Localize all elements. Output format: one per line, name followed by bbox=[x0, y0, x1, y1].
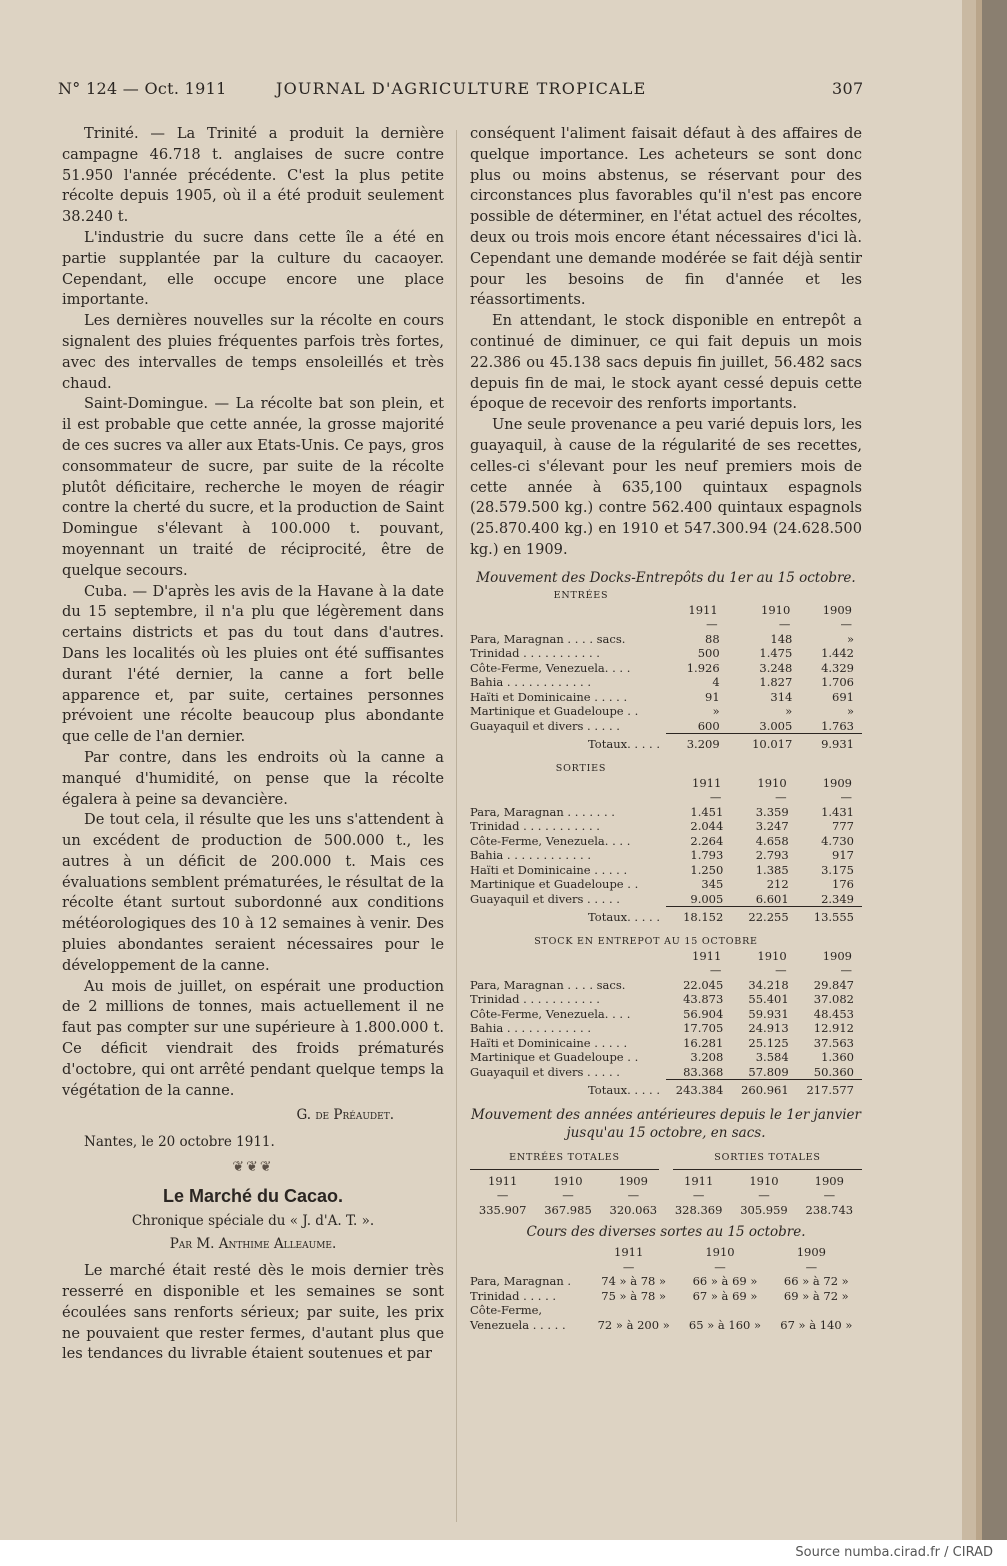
table-cell: Guayaquil et divers . . . . . bbox=[470, 718, 620, 733]
table-cell: 6.601 bbox=[731, 892, 796, 907]
table-cell: 4 bbox=[712, 675, 720, 690]
header-issue: N° 124 — Oct. 1911 bbox=[58, 79, 227, 98]
table-cell: 1.827 bbox=[759, 675, 793, 690]
table-cell: 2.793 bbox=[755, 848, 789, 863]
source-credit[interactable]: Source numba.cirad.fr / CIRAD bbox=[795, 1545, 993, 1560]
entrees-label: ENTRÉES bbox=[553, 589, 609, 601]
paragraph: L'industrie du sucre dans cette île a été en partie supplantée par la culture du cacaoyer. Cependant, elle occupe encore une place importante. bbox=[62, 228, 444, 309]
book-fore-edge bbox=[982, 0, 1007, 1540]
table-cell: 67 » à 140 » bbox=[780, 1317, 853, 1332]
table-cell: Totaux. . . . . bbox=[588, 909, 660, 924]
table-cell: 17.705 bbox=[683, 1021, 724, 1036]
table-cell: Côte-Ferme, Venezuela . . . . . bbox=[470, 1303, 566, 1332]
table-row bbox=[470, 675, 862, 690]
table-cell: — bbox=[840, 790, 852, 805]
paragraph-cacao: Le marché était resté dès le mois dernier très resserré en disponible et les semaines se sont écoulées sans renforts sérieux; par suite, les prix ne pouvaient que rester fermes, d'autant plus que les tendances du livrable étaient soutenues et par bbox=[62, 1262, 444, 1363]
table-row bbox=[470, 690, 862, 705]
table-row bbox=[470, 1203, 862, 1218]
table-cell: 1.442 bbox=[821, 646, 854, 661]
paragraph-cuba: Cuba. — D'après les avis de la Havane à la date du 15 septembre, il n'a plu que légèrement dans certains districts et pas du tout dans d'autres. Dans les localités où les pluies ont été suffisantes durant l'été dernier, la canne a fort belle apparence et, par suite, certaines personnes prévoient une récolte beaucoup plus abondante que celle de l'an dernier. bbox=[62, 582, 444, 746]
table-cell: 2.264 bbox=[690, 833, 724, 848]
article-subtitle: Chronique spéciale du « J. d'A. T. ». bbox=[131, 1212, 375, 1229]
table-cell: 13.555 bbox=[813, 910, 854, 925]
annual-caption: Mouvement des années antérieures depuis le 1er janvier jusqu'au 15 octobre, en sacs. bbox=[471, 1106, 861, 1141]
page-edge bbox=[962, 0, 976, 1540]
table-cell: Haïti et Dominicaine . . . . . bbox=[470, 689, 628, 704]
table-cell: Totaux. . . . . bbox=[588, 736, 660, 751]
table-cell: 212 bbox=[766, 877, 789, 892]
totals-row bbox=[470, 734, 862, 752]
table-cell: 43.873 bbox=[683, 992, 724, 1007]
table-cell: Martinique et Guadeloupe . . bbox=[470, 704, 639, 719]
table-cell: 1910 bbox=[757, 775, 787, 790]
docks-caption: Mouvement des Docks-Entrepôts du 1er au 15 octobre. bbox=[476, 569, 856, 586]
table-row bbox=[470, 661, 862, 676]
table-cell: 1911 bbox=[488, 1173, 518, 1188]
table-cell: 1911 bbox=[692, 775, 722, 790]
table-row bbox=[470, 1021, 862, 1036]
table-cell: 10.017 bbox=[752, 737, 793, 752]
table-cell: 1.926 bbox=[686, 660, 720, 675]
dash: — bbox=[778, 617, 791, 632]
table-cell bbox=[470, 949, 666, 964]
stock-table bbox=[470, 949, 862, 1098]
table-cell: 176 bbox=[832, 877, 854, 892]
table-row bbox=[470, 1050, 862, 1065]
table-cell: 1.763 bbox=[800, 719, 862, 734]
table-cell: 4.329 bbox=[821, 660, 854, 675]
right-column bbox=[470, 124, 862, 1332]
table-cell: 25.125 bbox=[748, 1035, 789, 1050]
table-cell: » bbox=[846, 631, 854, 646]
table-cell: 72 » à 200 » bbox=[597, 1317, 670, 1332]
table-cell: — bbox=[714, 1259, 726, 1274]
table-cell: Martinique et Guadeloupe . . bbox=[470, 1050, 639, 1065]
table-cell: 320.063 bbox=[609, 1202, 658, 1217]
table-cell: — bbox=[627, 1188, 640, 1203]
table-cell: 243.384 bbox=[675, 1083, 724, 1098]
table-cell: — bbox=[709, 963, 722, 978]
table-cell: 91 bbox=[705, 689, 720, 704]
table-cell: » bbox=[712, 704, 720, 719]
table-row bbox=[470, 632, 862, 647]
table-cell: — bbox=[622, 1259, 635, 1274]
year-header: 1911 bbox=[688, 602, 718, 617]
table-cell: 367.985 bbox=[544, 1202, 592, 1217]
table-cell: 3.209 bbox=[686, 737, 720, 752]
dash: — bbox=[840, 617, 852, 632]
paragraph: Au mois de juillet, on espérait une production de 2 millions de tonnes, mais actuellement il ne faut pas compter sur une supérieure à 1.800.000 t. Ce déficit viendrait des froids prématurés d'octobre, qui ont arrêté pendant quelque temps la végétation de la canne. bbox=[62, 977, 444, 1099]
dash: — bbox=[706, 617, 718, 632]
table-row bbox=[470, 719, 862, 734]
table-cell: 1910 bbox=[749, 1173, 779, 1188]
table-row bbox=[470, 1007, 862, 1022]
table-cell: 1.385 bbox=[755, 862, 789, 877]
table-cell: 3.248 bbox=[759, 660, 793, 675]
table-cell: 65 » à 160 » bbox=[688, 1317, 762, 1332]
table-cell: 260.961 bbox=[741, 1083, 789, 1098]
paragraph: De tout cela, il résulte que les uns s'attendent à un excédent de production de 500.000 t., les autres à un déficit de 200.000 t. Mais ces évaluations semblent prématurées, le résultat de la récolte étant surtout subordonné aux conditions météorologiques des 10 à 12 semaines à venir. Des pluies abondantes seraient nécessaires pour le développement de la canne. bbox=[62, 811, 444, 974]
table-cell: 1.793 bbox=[690, 848, 724, 863]
cours-table bbox=[470, 1245, 862, 1332]
table-row bbox=[470, 646, 862, 661]
table-row bbox=[470, 819, 862, 834]
table-cell: 69 » à 72 » bbox=[783, 1288, 849, 1303]
table-cell: 22.255 bbox=[748, 910, 789, 925]
table-cell: 3.584 bbox=[755, 1050, 789, 1065]
table-cell: 37.563 bbox=[813, 1035, 854, 1050]
table-cell: 2.044 bbox=[690, 819, 724, 834]
header-journal-title: JOURNAL D'AGRICULTURE TROPICALE bbox=[276, 79, 647, 98]
table-row bbox=[470, 877, 862, 892]
table-cell: 83.368 bbox=[666, 1065, 731, 1080]
table-cell: Para, Maragnan . . . . sacs. bbox=[470, 977, 626, 992]
entrees-table bbox=[470, 603, 862, 752]
table-cell: — bbox=[840, 963, 852, 978]
table-cell: 50.360 bbox=[797, 1065, 862, 1080]
table-cell: 1909 bbox=[814, 1173, 844, 1188]
totals-row bbox=[470, 907, 862, 925]
paragraph: En attendant, le stock disponible en entrepôt a continué de diminuer, ce qui fait depuis un mois 22.386 ou 45.138 sacs depuis fin juillet, 56.482 sacs depuis fin de mai, le stock ayant cessé depuis cette époque de recevoir des renforts importants. bbox=[470, 312, 862, 413]
cours-caption: Cours des diverses sortes au 15 octobre. bbox=[526, 1224, 806, 1241]
table-cell: » bbox=[846, 704, 854, 719]
table-cell: 9.005 bbox=[666, 892, 731, 907]
table-row bbox=[470, 892, 862, 907]
table-cell: 917 bbox=[832, 848, 854, 863]
table-cell: 335.907 bbox=[478, 1202, 527, 1217]
table-cell: 57.809 bbox=[731, 1065, 796, 1080]
table-row bbox=[470, 1065, 862, 1080]
table-cell: 1909 bbox=[822, 775, 852, 790]
table-cell bbox=[470, 1260, 588, 1275]
paragraph: Une seule provenance a peu varié depuis lors, les guayaquil, à cause de la régularité de ses recettes, celles-ci s'élevant pour les neuf premiers mois de cette année à 635,100 quintaux espagnols (28.579.500 kg.) contre 562.400 quintaux espagnols (25.870.400 kg.) en 1910 et 547.300.94 (24.628.500 kg.) en 1909. bbox=[470, 416, 862, 558]
table-cell: 9.931 bbox=[821, 737, 854, 752]
table-cell: — bbox=[805, 1259, 818, 1274]
table-row bbox=[470, 1036, 862, 1051]
table-cell: 691 bbox=[832, 689, 854, 704]
table-cell: 74 » à 78 » bbox=[601, 1274, 667, 1289]
table-row bbox=[470, 1274, 862, 1289]
table-cell: 1909 bbox=[822, 948, 852, 963]
paragraph: conséquent l'aliment faisait défaut à des affaires de quelque importance. Les acheteurs se sont donc plus ou moins abstenus, se réservant pour des circonstances plus favorables qu'il n'est pas encore possible de déterminer, en l'état actuel des récoltes, deux ou trois mois encore étant nécessaires d'ici là. Cependant une demande modérée se fait déjà sentir pour les besoins de fin d'année et les réassortiments. bbox=[470, 125, 862, 309]
stock-label: STOCK EN ENTREPOT AU 15 OCTOBRE bbox=[534, 935, 758, 947]
table-cell: Trinidad . . . . . . . . . . . bbox=[470, 646, 600, 661]
table-cell: 1.250 bbox=[690, 862, 724, 877]
table-cell: 217.577 bbox=[806, 1083, 854, 1098]
table-cell: 1911 bbox=[684, 1173, 714, 1188]
table-cell: Haïti et Dominicaine . . . . . bbox=[470, 862, 628, 877]
table-cell: — bbox=[692, 1188, 705, 1203]
dateline: Nantes, le 20 octobre 1911. bbox=[84, 1134, 275, 1151]
table-cell: Côte-Ferme, Venezuela. . . . bbox=[470, 1006, 631, 1021]
table-cell: 600 bbox=[666, 719, 728, 734]
table-cell: — bbox=[758, 1188, 770, 1203]
table-row bbox=[470, 1303, 862, 1332]
table-cell: 314 bbox=[770, 689, 793, 704]
table-cell: Totaux. . . . . bbox=[588, 1082, 660, 1097]
table-cell: » bbox=[785, 704, 793, 719]
table-cell: 1.451 bbox=[690, 804, 724, 819]
table-cell: Côte-Ferme, Venezuela. . . . bbox=[470, 833, 631, 848]
table-cell: 500 bbox=[697, 646, 720, 661]
sorties-label: SORTIES bbox=[555, 762, 607, 774]
table-cell: 66 » à 72 » bbox=[783, 1274, 849, 1289]
table-cell: Trinidad . . . . . . . . . . . bbox=[470, 992, 600, 1007]
table-cell: — bbox=[775, 963, 787, 978]
table-cell: 1.431 bbox=[821, 804, 854, 819]
article-author: Par M. Anthime Alleaume. bbox=[169, 1236, 337, 1253]
table-cell: Trinidad . . . . . . . . . . . bbox=[470, 819, 600, 834]
table-cell: Côte-Ferme, Venezuela. . . . bbox=[470, 660, 631, 675]
source-footer bbox=[0, 1540, 1007, 1566]
table-cell: 66 » à 69 » bbox=[692, 1274, 758, 1289]
table-row bbox=[470, 863, 862, 878]
table-cell: — bbox=[823, 1188, 836, 1203]
table-cell: Bahia . . . . . . . . . . . . bbox=[470, 848, 591, 863]
table-row bbox=[470, 992, 862, 1007]
paragraph-saint-domingue: Saint-Domingue. — La récolte bat son plein, et il est probable que cette année, la grosse majorité de ces sucres va aller aux Etats-Unis. Ce pays, gros consommateur de sucre, par suite de la récolte plutôt déficitaire, recherche le moyen de réagir contre la cherté du sucre, et la production de Saint Domingue s'élevant à 100.000 t. pouvant, moyennant un traité de réciprocité, être de quelque secours. bbox=[62, 395, 444, 579]
table-cell: Guayaquil et divers . . . . . bbox=[470, 891, 620, 906]
table-cell: 777 bbox=[832, 819, 854, 834]
table-cell: 1.475 bbox=[759, 646, 793, 661]
table-cell: 2.349 bbox=[797, 892, 862, 907]
table-cell: 16.281 bbox=[683, 1035, 724, 1050]
table-cell: 37.082 bbox=[813, 992, 854, 1007]
table-cell: 4.658 bbox=[755, 833, 789, 848]
table-cell: Para, Maragnan . . . . sacs. bbox=[470, 631, 626, 646]
table-cell: 55.401 bbox=[748, 992, 789, 1007]
year-header: 1909 bbox=[822, 602, 852, 617]
table-cell: 3.208 bbox=[690, 1050, 724, 1065]
table-cell bbox=[470, 776, 666, 791]
table-cell: 345 bbox=[701, 877, 724, 892]
table-cell: Bahia . . . . . . . . . . . . bbox=[470, 675, 591, 690]
sorties-totales-label: SORTIES TOTALES bbox=[673, 1148, 862, 1170]
table-cell: 3.005 bbox=[728, 719, 801, 734]
table-cell: Trinidad . . . . . bbox=[470, 1288, 557, 1303]
table-cell: 34.218 bbox=[748, 977, 789, 992]
left-column bbox=[62, 124, 444, 1365]
table-cell: 1910 bbox=[705, 1245, 735, 1260]
table-cell: — bbox=[562, 1188, 574, 1203]
annual-table bbox=[470, 1174, 862, 1218]
year-header: 1910 bbox=[761, 602, 791, 617]
table-cell: 1910 bbox=[757, 948, 787, 963]
table-cell: 3.359 bbox=[755, 804, 789, 819]
table-cell: 1911 bbox=[692, 948, 722, 963]
table-cell: 1910 bbox=[553, 1173, 583, 1188]
column-divider bbox=[456, 130, 457, 1522]
table-cell: 22.045 bbox=[683, 977, 724, 992]
table-cell: 29.847 bbox=[813, 977, 854, 992]
table-row bbox=[470, 1174, 862, 1189]
author-signature: G. de Préaudet. bbox=[296, 1107, 394, 1124]
table-cell: 1909 bbox=[796, 1245, 826, 1260]
table-cell bbox=[470, 963, 666, 978]
table-cell: 305.959 bbox=[740, 1202, 788, 1217]
table-cell: 48.453 bbox=[813, 1006, 854, 1021]
table-cell: 4.730 bbox=[821, 833, 854, 848]
table-cell: Bahia . . . . . . . . . . . . bbox=[470, 1021, 591, 1036]
table-cell bbox=[470, 617, 666, 632]
table-cell: 59.931 bbox=[748, 1006, 789, 1021]
totals-row bbox=[470, 1080, 862, 1098]
paragraph-trinite: Trinité. — La Trinité a produit la dernière campagne 46.718 t. anglaises de sucre contre 51.950 l'année précédente. C'est la plus petite récolte depuis 1905, où il a été produit seulement 38.240 t. bbox=[62, 125, 444, 226]
entrees-totales-label: ENTRÉES TOTALES bbox=[470, 1148, 659, 1170]
header-page-number: 307 bbox=[832, 79, 864, 98]
table-cell: 24.913 bbox=[748, 1021, 789, 1036]
table-cell: 12.912 bbox=[813, 1021, 854, 1036]
table-cell: 3.247 bbox=[755, 819, 789, 834]
table-row bbox=[470, 805, 862, 820]
table-row bbox=[470, 834, 862, 849]
table-cell: 18.152 bbox=[683, 910, 724, 925]
table-cell: Martinique et Guadeloupe . . bbox=[470, 877, 639, 892]
table-cell: — bbox=[775, 790, 787, 805]
table-cell: — bbox=[496, 1188, 509, 1203]
table-row bbox=[470, 704, 862, 719]
sorties-table bbox=[470, 776, 862, 925]
table-cell: 1.706 bbox=[821, 675, 854, 690]
article-title: Le Marché du Cacao. bbox=[162, 1185, 344, 1206]
table-cell: Para, Maragnan . bbox=[470, 1274, 572, 1289]
paragraph: Les dernières nouvelles sur la récolte en cours signalent des pluies fréquentes parfois très fortes, avec des intervalles de temps ensoleillés et très chaud. bbox=[62, 312, 444, 392]
table-cell: Haïti et Dominicaine . . . . . bbox=[470, 1035, 628, 1050]
table-cell bbox=[470, 1245, 588, 1260]
table-cell: 1.360 bbox=[821, 1050, 854, 1065]
table-cell: 1909 bbox=[618, 1173, 648, 1188]
table-cell: 75 » à 78 » bbox=[601, 1288, 667, 1303]
ornament: ❦❦❦ bbox=[232, 1159, 274, 1176]
annual-group-headers bbox=[470, 1148, 862, 1170]
table-cell: 238.743 bbox=[805, 1202, 854, 1217]
table-cell: 56.904 bbox=[683, 1006, 724, 1021]
table-cell: 67 » à 69 » bbox=[692, 1288, 758, 1303]
table-cell: Guayaquil et divers . . . . . bbox=[470, 1064, 620, 1079]
table-row bbox=[470, 978, 862, 993]
paragraph: Par contre, dans les endroits où la canne a manqué d'humidité, on pense que la récolte égalera à peine sa devancière. bbox=[62, 748, 444, 808]
table-cell: 88 bbox=[705, 631, 720, 646]
table-cell: Para, Maragnan . . . . . . . bbox=[470, 804, 615, 819]
table-cell: 1911 bbox=[614, 1245, 644, 1260]
table-cell: — bbox=[709, 790, 722, 805]
table-cell bbox=[470, 603, 666, 618]
table-cell: 328.369 bbox=[674, 1202, 723, 1217]
table-cell: 148 bbox=[770, 631, 793, 646]
table-cell bbox=[470, 790, 666, 805]
table-cell: 3.175 bbox=[821, 862, 854, 877]
table-row bbox=[470, 848, 862, 863]
table-row bbox=[470, 1289, 862, 1304]
